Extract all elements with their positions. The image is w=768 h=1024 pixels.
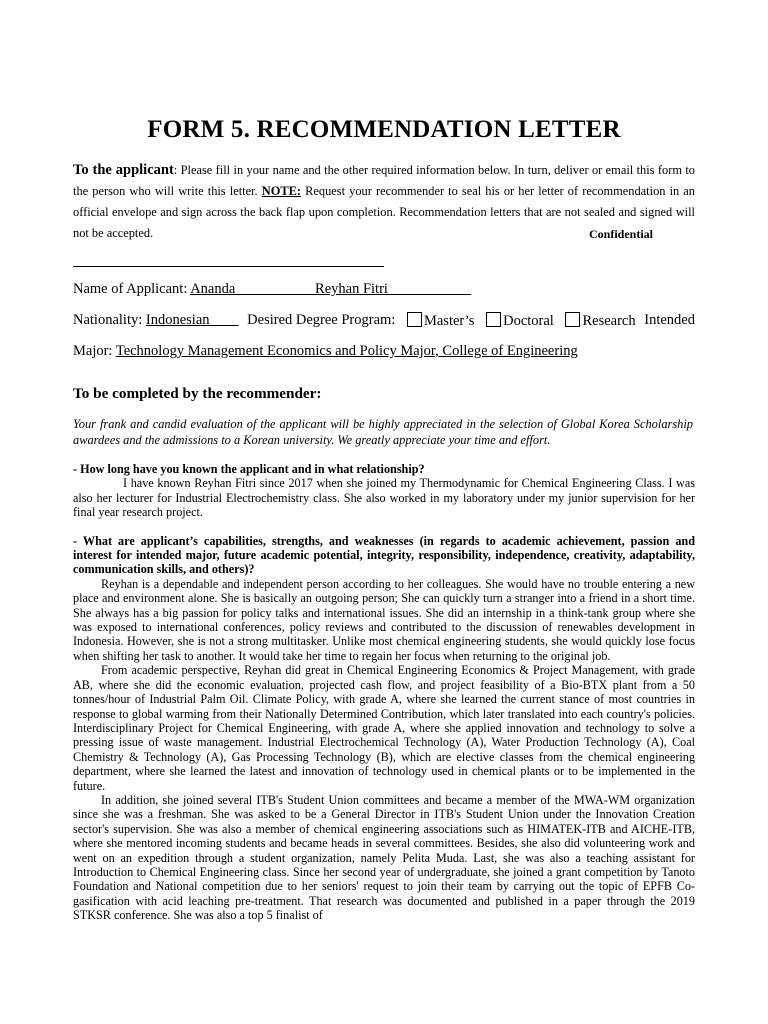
answer-paragraph-1: Reyhan is a dependable and independent person according to her colleagues. She would have no trouble entering a new place and environment alone. She is basically an outgoing person; She can quickly turn a stranger into a friend in a short time. She always has a big passion for policy talks and international issues. She did an internship in a think-tank group where she was exposed to international conferences, policy reviews and contributed to the discussion of renewables development in Indonesia. However, she is not a strong multitasker. Unlike most chemical engineering students, she would quickly lose focus when shifting her task to another. It would take her time to regain her focus when returning to the original job.: [73, 576, 695, 663]
answer-relationship: I have known Reyhan Fitri since 2017 when she joined my Thermodynamic for Chemical Engineering Class. I was also her lecturer for Industrial Electrochemistry class. She also worked in my laboratory under my junior supervision for her final year research project.: [73, 476, 695, 520]
answer-paragraph-2: From academic perspective, Reyhan did great in Chemical Engineering Economics & Project Management, with grade AB, where she did the economic evaluation, projected cash flow, and project feasibility of a Bio-BTX plant from a 50 tonnes/hour of Industrial Palm Oil. Climate Policy, with grade A, where she learned the current stance of most countries in response to global warming from their Nationally Determined Contribution, which later translated into each country's policies. Interdisciplinary Project for Chemical Engineering, with grade A, where she applied innovation and technology to solve a pressing issue of waste management. Industrial Electrochemical Technology (A), Water Production Technology (A), Coal Chemistry & Technology (A), Gas Processing Technology (B), which are elective classes from the chemical engineering department, where she learned the latest and innovation of technology used in chemical plants or to be implemented in the future.: [73, 663, 695, 793]
recommender-heading: To be completed by the recommender:: [73, 385, 322, 402]
major-label: Major:: [73, 343, 113, 359]
answer-paragraph-3: In addition, she joined several ITB's Student Union committees and became a member of the MWA-WM organization since she was a freshman. She was asked to be a General Director in ITB's Student Union under the Innovation Creation sector's supervision. She was also a member of chemical engineering associations such as HIMATEK-ITB and AICHE-ITB, where she mentored incoming students and became heads in several committees. Besides, she also did volunteering work and went on an expedition through a student organization, namely Pelita Muda. Last, she was also a teaching assistant for Introduction to Chemical Engineering class. Since her second year of undergraduate, she joined a grant competition by Tanoto Foundation and National competition due to her seniors' request to join their team by carrying out the topic of EPFB Co-gasification with acid leaching pre-treatment. That research was documented and published in a paper through the 2019 STKSR conference. She was also a top 5 finalist of: [73, 792, 695, 923]
question-relationship: - How long have you known the applicant and in what relationship?: [73, 462, 425, 476]
research-checkbox[interactable]: [565, 312, 580, 327]
major-row: [73, 343, 578, 360]
question-capabilities: - What are applicant’s capabilities, strengths, and weaknesses (in regards to academic achievement, passion and interest for intended major, future academic potential, integrity, responsibility, independence, creativity, adaptability, communication skills, and others)?: [73, 533, 695, 577]
research-option-label: Research: [582, 313, 636, 329]
doctoral-checkbox[interactable]: [486, 312, 501, 327]
confidential-label: Confidential: [589, 227, 654, 241]
recommender-intro: Your frank and candid evaluation of the applicant will be highly appreciated in the selection of Global Korea Scholarship awardees and the admissions to a Korean university. We greatly appreciate your time and effort.: [73, 417, 693, 447]
applicant-name-row: [73, 281, 471, 298]
instructions-lead: To the applicant: [73, 162, 174, 178]
masters-option-label: Master’s: [423, 313, 475, 329]
instructions-text-1: : Please fill in your name and the other required information below. In turn, deliver or email this form to the person who will write this letter.: [73, 163, 695, 198]
intended-label: Intended: [644, 312, 695, 328]
applicant-name-field[interactable]: Ananda Reyhan Fitri: [190, 281, 472, 297]
divider-line: [73, 266, 384, 267]
form-title: FORM 5. RECOMMENDATION LETTER: [147, 116, 621, 143]
nationality-label: Nationality:: [73, 312, 143, 328]
instructions-text-2: Request your recommender to seal his or her letter of recommendation in an official envelope and sign across the back flap upon completion. Recommendation letters that are not sealed and signed will not be accepted.: [73, 184, 696, 240]
masters-checkbox[interactable]: [407, 312, 422, 327]
nationality-degree-row: [73, 312, 695, 330]
recommendation-body: [73, 462, 695, 923]
doctoral-option-label: Doctoral: [503, 313, 554, 329]
major-field[interactable]: Technology Management Economics and Policy Major, College of Engineering: [115, 343, 578, 359]
name-label: Name of Applicant:: [73, 281, 188, 297]
degree-program-label: Desired Degree Program:: [247, 312, 396, 328]
nationality-field[interactable]: Indonesian: [145, 312, 239, 328]
instructions-note: NOTE:: [261, 184, 302, 198]
